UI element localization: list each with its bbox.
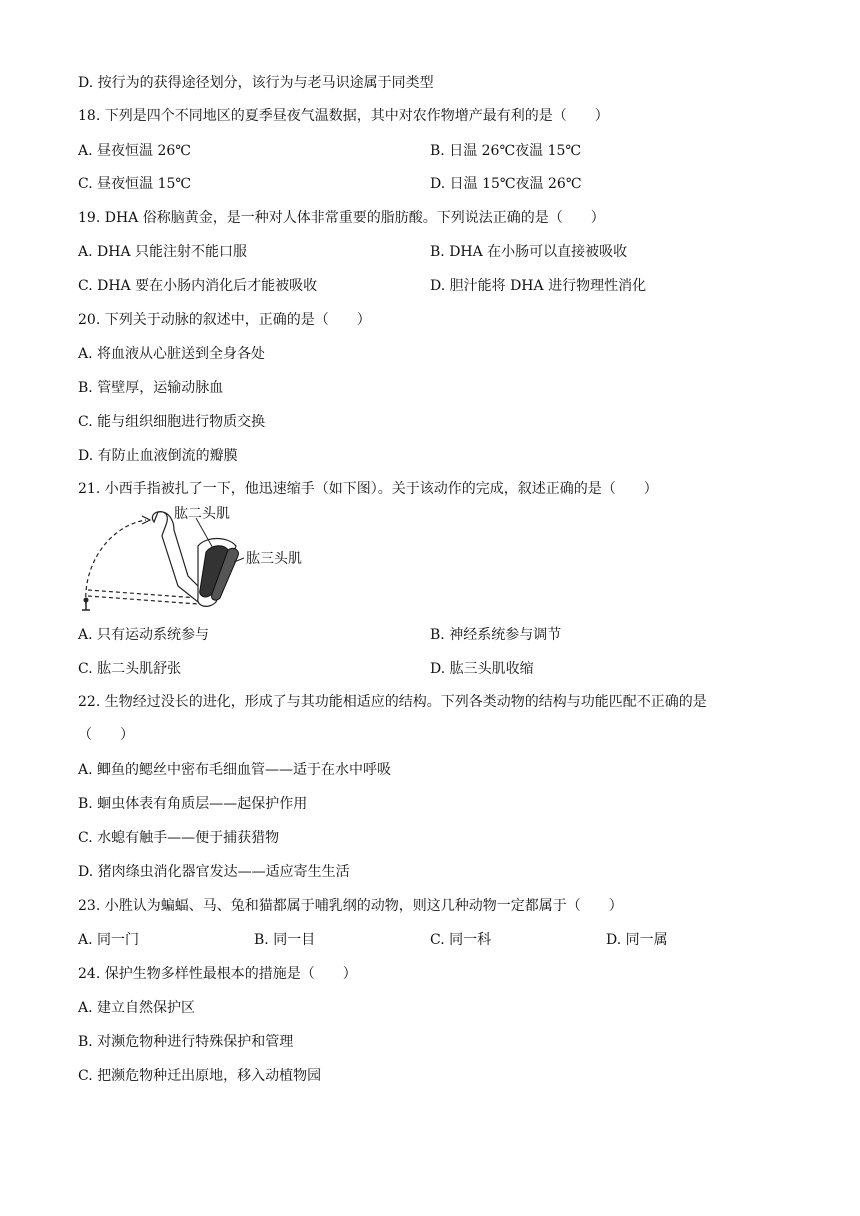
q18-option-b: B. 日温 26℃夜温 15℃ [430,143,582,159]
q22-stem-cont: （ ） [78,727,134,743]
q20-stem: 20. 下列关于动脉的叙述中，正确的是（ ） [78,312,371,328]
q20-option-d: D. 有防止血液倒流的瓣膜 [78,448,238,464]
biceps-label: 肱二头肌 [174,506,230,522]
hand-path-dashed [86,520,146,604]
q24-option-c: C. 把濒危物种迁出原地，移入动植物园 [78,1068,322,1084]
q21-stem: 21. 小西手指被扎了一下，他迅速缩手（如下图）。关于该动作的完成，叙述正确的是（ ） [78,481,658,497]
pin-icon [82,602,90,610]
q22-option-c: C. 水螅有触手——便于捕获猎物 [78,830,280,846]
q23-stem: 23. 小胜认为蝙蝠、马、兔和猫都属于哺乳纲的动物，则这几种动物一定都属于（ ） [78,898,623,914]
q21-option-c: C. 肱二头肌舒张 [78,661,182,677]
arm-withdrawal-figure [78,506,328,616]
q22-option-d: D. 猪肉绦虫消化器官发达——适应寄生生活 [78,864,350,880]
q19-option-a: A. DHA 只能注射不能口服 [78,244,248,260]
q23-option-d: D. 同一属 [606,932,668,948]
q23-option-c: C. 同一科 [430,932,492,948]
q19-stem: 19. DHA 俗称脑黄金，是一种对人体非常重要的脂肪酸。下列说法正确的是（ ） [78,210,605,226]
q24-option-b: B. 对濒危物种进行特殊保护和管理 [78,1034,294,1050]
q22-stem: 22. 生物经过没长的进化，形成了与其功能相适应的结构。下列各类动物的结构与功能匹配不正确的是 [78,694,707,710]
q19-option-b: B. DHA 在小肠可以直接被吸收 [430,244,628,260]
q18-option-d: D. 日温 15℃夜温 26℃ [430,176,582,192]
q21-option-d: D. 肱三头肌收缩 [430,661,534,677]
q21-option-b: B. 神经系统参与调节 [430,627,562,643]
q21-option-a: A. 只有运动系统参与 [78,627,210,643]
q22-option-a: A. 鲫鱼的鳃丝中密布毛细血管——适于在水中呼吸 [78,762,392,778]
q23-option-a: A. 同一门 [78,932,140,948]
q24-stem: 24. 保护生物多样性最根本的措施是（ ） [78,966,357,982]
q24-option-a: A. 建立自然保护区 [78,1000,196,1016]
triceps-label: 肱三头肌 [246,551,302,567]
q18-stem: 18. 下列是四个不同地区的夏季昼夜气温数据，其中对农作物增产最有利的是（ ） [78,108,609,124]
q19-option-c: C. DHA 要在小肠内消化后才能被吸收 [78,278,318,294]
q19-option-d: D. 胆汁能将 DHA 进行物理性消化 [430,278,647,294]
q22-option-b: B. 蛔虫体表有角质层——起保护作用 [78,796,308,812]
pin-head-icon [84,598,89,603]
q17-option-d: D. 按行为的获得途径划分，该行为与老马识途属于同类型 [78,75,434,91]
q20-option-a: A. 将血液从心脏送到全身各处 [78,346,266,362]
q20-option-c: C. 能与组织细胞进行物质交换 [78,414,266,430]
q18-option-a: A. 昼夜恒温 26℃ [78,143,191,159]
q20-option-b: B. 管壁厚，运输动脉血 [78,380,224,396]
q18-option-c: C. 昼夜恒温 15℃ [78,176,192,192]
q23-option-b: B. 同一目 [254,932,316,948]
